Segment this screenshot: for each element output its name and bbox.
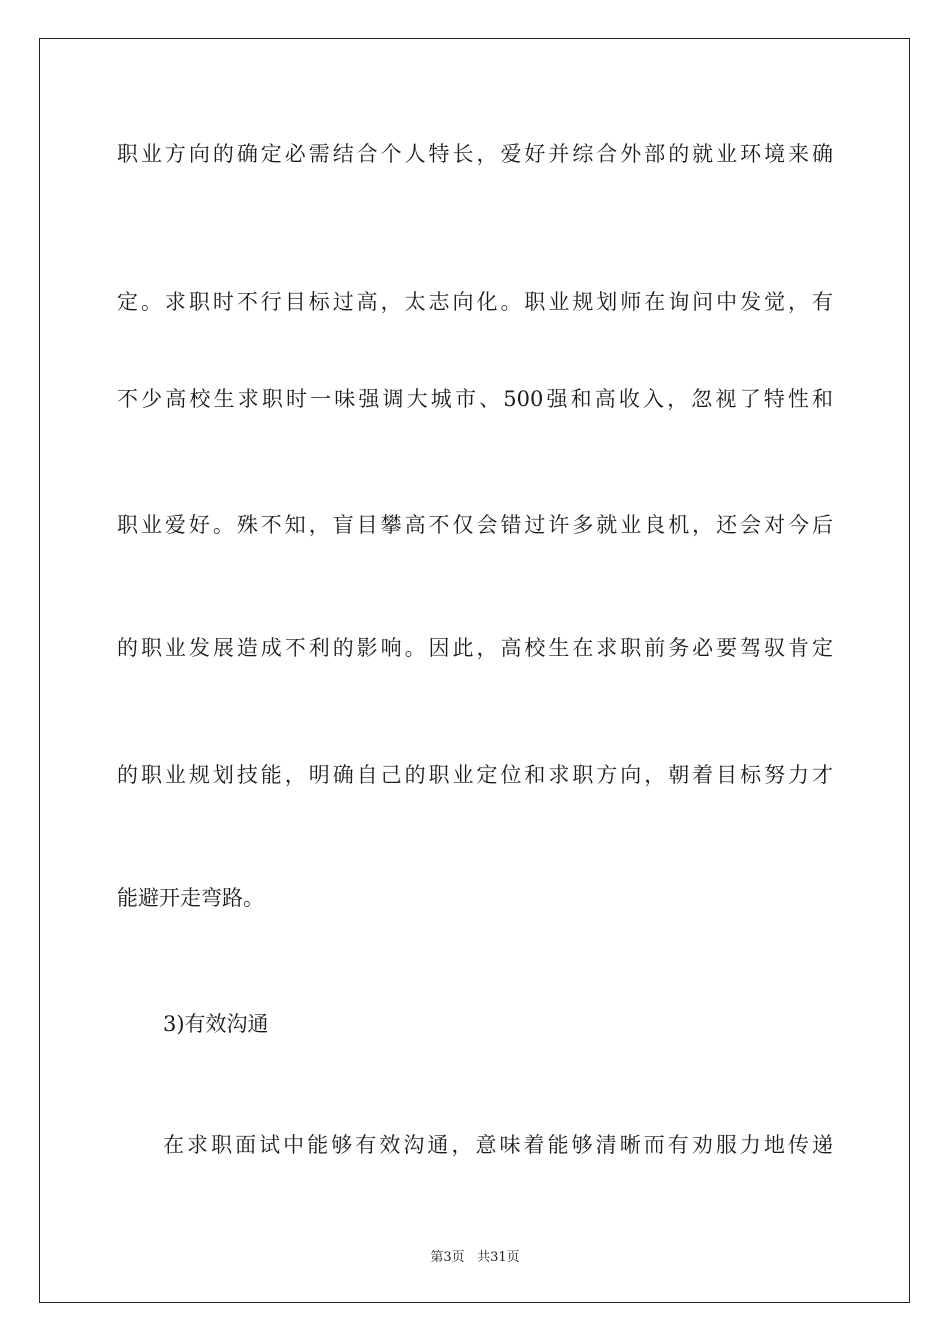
body-text-line: 定。求职时不行目标过高，太志向化。职业规划师在询问中发觉，有 xyxy=(117,290,833,314)
page-border xyxy=(39,38,910,1303)
page-footer xyxy=(0,1246,950,1265)
total-pages: 共31页 xyxy=(477,1250,520,1265)
body-text-line: 职业方向的确定必需结合个人特长，爱好并综合外部的就业环境来确 xyxy=(117,142,833,166)
body-text-line: 职业爱好。殊不知，盲目攀高不仅会错过许多就业良机，还会对今后 xyxy=(117,513,833,537)
page-number: 第3页 xyxy=(430,1250,465,1265)
body-text-line: 在求职面试中能够有效沟通，意味着能够清晰而有劝服力地传递 xyxy=(163,1133,833,1157)
body-text-line: 的职业发展造成不利的影响。因此，高校生在求职前务必要驾驭肯定 xyxy=(117,636,833,660)
section-heading: 3)有效沟通 xyxy=(163,1012,269,1036)
body-text-line: 能避开走弯路。 xyxy=(117,886,264,910)
body-text-line: 的职业规划技能，明确自己的职业定位和求职方向，朝着目标努力才 xyxy=(117,763,833,787)
body-text-line: 不少高校生求职时一味强调大城市、500强和高收入，忽视了特性和 xyxy=(117,387,833,411)
